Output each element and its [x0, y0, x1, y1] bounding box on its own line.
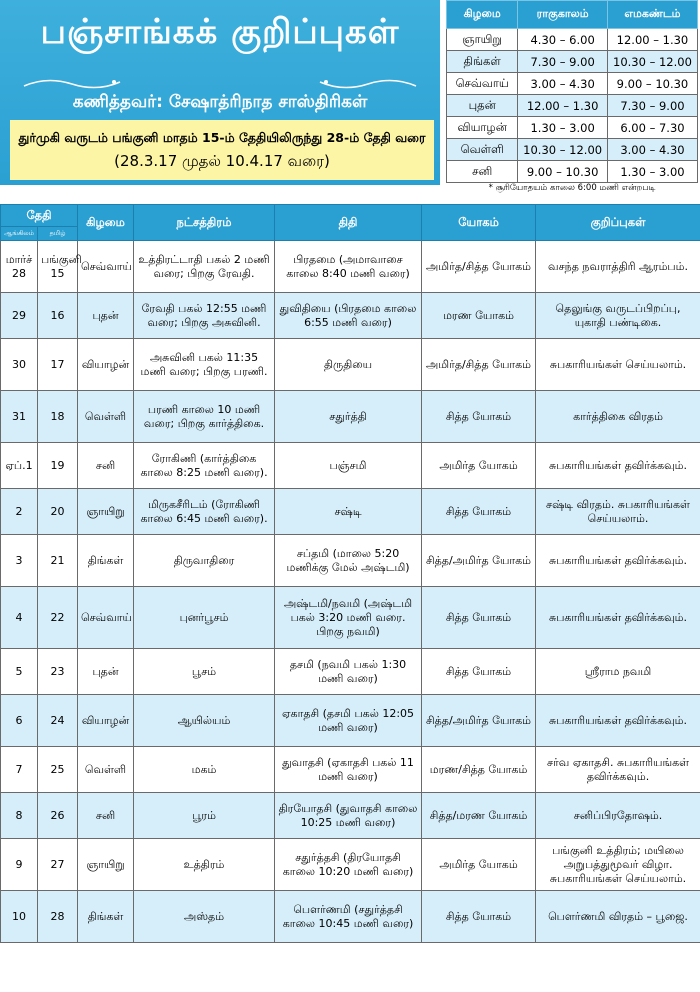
notes-cell: ஸ்ரீராம நவமி	[536, 649, 700, 695]
date-english-cell: மார்ச் 28	[1, 241, 38, 293]
star-cell: புனர்பூசம்	[134, 587, 275, 649]
header-yogam: யோகம்	[422, 205, 536, 241]
table-row	[1, 891, 700, 943]
date-english-cell: 10	[1, 891, 38, 943]
yogam-cell: சித்த யோகம்	[422, 587, 536, 649]
tithi-cell: பிரதமை (அமாவாசை காலை 8:40 மணி வரை)	[275, 241, 422, 293]
tithi-cell: பஞ்சமி	[275, 443, 422, 489]
star-cell: பரணி காலை 10 மணி வரை; பிறகு கார்த்திகை.	[134, 391, 275, 443]
day-cell: வெள்ளி	[78, 391, 134, 443]
yogam-cell: சித்த/அமிர்த யோகம்	[422, 695, 536, 747]
star-cell: மகம்	[134, 747, 275, 793]
day-cell: செவ்வாய்	[78, 241, 134, 293]
panchangam-table	[0, 204, 700, 943]
rahu-day-cell: ஞாயிறு	[447, 29, 518, 51]
yogam-cell: சித்த யோகம்	[422, 391, 536, 443]
day-cell: ஞாயிறு	[78, 489, 134, 535]
rahu-row	[447, 161, 698, 183]
table-row	[1, 793, 700, 839]
day-cell: சனி	[78, 443, 134, 489]
date-tamil-cell: 19	[38, 443, 78, 489]
tithi-cell: சப்தமி (மாலை 5:20 மணிக்கு மேல் அஷ்டமி)	[275, 535, 422, 587]
rahu-kalam-cell: 9.00 – 10.30	[518, 161, 608, 183]
date-tamil-cell: 22	[38, 587, 78, 649]
day-cell: திங்கள்	[78, 891, 134, 943]
page-title: பஞ்சாங்கக் குறிப்புகள்	[40, 12, 400, 52]
table-row	[1, 839, 700, 891]
star-cell: உத்திரட்டாதி பகல் 2 மணி வரை; பிறகு ரேவதி.	[134, 241, 275, 293]
tithi-cell: தசமி (நவமி பகல் 1:30 மணி வரை)	[275, 649, 422, 695]
star-cell: அஸ்தம்	[134, 891, 275, 943]
header-banner	[0, 0, 440, 185]
star-cell: ஆயில்யம்	[134, 695, 275, 747]
table-row	[1, 587, 700, 649]
day-cell: வெள்ளி	[78, 747, 134, 793]
notes-cell: சுபகாரியங்கள் தவிர்க்கவும்.	[536, 443, 700, 489]
rahu-row	[447, 95, 698, 117]
date-tamil-cell: 18	[38, 391, 78, 443]
table-row	[1, 241, 700, 293]
header-day: கிழமை	[78, 205, 134, 241]
notes-cell: வசந்த நவராத்திரி ஆரம்பம்.	[536, 241, 700, 293]
date-english-cell: 31	[1, 391, 38, 443]
rahu-kalam-cell: 12.00 – 1.30	[518, 95, 608, 117]
notes-cell: சுபகாரியங்கள் செய்யலாம்.	[536, 339, 700, 391]
rahu-day-cell: வியாழன்	[447, 117, 518, 139]
yogam-cell: அமிர்த/சித்த யோகம்	[422, 339, 536, 391]
date-tamil-cell: பங்குனி 15	[38, 241, 78, 293]
header-date: தேதி	[1, 205, 78, 227]
date-english-cell: 3	[1, 535, 38, 587]
rahu-day-cell: சனி	[447, 161, 518, 183]
date-english-cell: 5	[1, 649, 38, 695]
tithi-cell: அஷ்டமி/நவமி (அஷ்டமி பகல் 3:20 மணி வரை. பிறகு நவமி)	[275, 587, 422, 649]
table-row	[1, 339, 700, 391]
date-range: (28.3.17 முதல் 10.4.17 வரை)	[114, 152, 330, 170]
notes-cell: சர்வ ஏகாதசி. சுபகாரியங்கள் தவிர்க்கவும்.	[536, 747, 700, 793]
period-box	[10, 120, 434, 180]
ema-kandam-cell: 6.00 – 7.30	[607, 117, 697, 139]
rahu-header-day: கிழமை	[447, 1, 518, 29]
rahu-kalam-cell: 10.30 – 12.00	[518, 139, 608, 161]
yogam-cell: சித்த யோகம்	[422, 489, 536, 535]
ema-kandam-cell: 9.00 – 10.30	[607, 73, 697, 95]
star-cell: ரோகிணி (கார்த்திகை காலை 8:25 மணி வரை).	[134, 443, 275, 489]
star-cell: பூரம்	[134, 793, 275, 839]
star-cell: ரேவதி பகல் 12:55 மணி வரை; பிறகு அசுவினி.	[134, 293, 275, 339]
notes-cell: சுபகாரியங்கள் தவிர்க்கவும்.	[536, 535, 700, 587]
date-tamil-cell: 27	[38, 839, 78, 891]
notes-cell: சுபகாரியங்கள் தவிர்க்கவும்.	[536, 695, 700, 747]
rahu-day-cell: திங்கள்	[447, 51, 518, 73]
star-cell: திருவாதிரை	[134, 535, 275, 587]
date-english-cell: 29	[1, 293, 38, 339]
table-header-row	[1, 205, 700, 227]
date-tamil-cell: 23	[38, 649, 78, 695]
rahu-kalam-cell: 1.30 – 3.00	[518, 117, 608, 139]
rahu-row	[447, 73, 698, 95]
notes-cell: தெலுங்கு வருடப்பிறப்பு, யுகாதி பண்டிகை.	[536, 293, 700, 339]
rahu-row	[447, 139, 698, 161]
tithi-cell: திரயோதசி (துவாதசி காலை 10:25 மணி வரை)	[275, 793, 422, 839]
day-cell: புதன்	[78, 649, 134, 695]
day-cell: ஞாயிறு	[78, 839, 134, 891]
header-tithi: திதி	[275, 205, 422, 241]
day-cell: வியாழன்	[78, 339, 134, 391]
yogam-cell: அமிர்த/சித்த யோகம்	[422, 241, 536, 293]
date-english-cell: 6	[1, 695, 38, 747]
table-row	[1, 293, 700, 339]
rahu-header-row	[447, 1, 698, 29]
notes-cell: சஷ்டி விரதம். சுபகாரியங்கள் செய்யலாம்.	[536, 489, 700, 535]
table-row	[1, 391, 700, 443]
header-notes: குறிப்புகள்	[536, 205, 700, 241]
star-cell: மிருகசீரிடம் (ரோகிணி காலை 6:45 மணி வரை).	[134, 489, 275, 535]
date-tamil-cell: 21	[38, 535, 78, 587]
rahu-day-cell: செவ்வாய்	[447, 73, 518, 95]
table-row	[1, 747, 700, 793]
rahu-day-cell: வெள்ளி	[447, 139, 518, 161]
date-english-cell: ஏப்.1	[1, 443, 38, 489]
notes-cell: பங்குனி உத்திரம்; மயிலை அறுபத்துமூவர் விழா. சுபகாரியங்கள் செய்யலாம்.	[536, 839, 700, 891]
ema-kandam-cell: 7.30 – 9.00	[607, 95, 697, 117]
table-row	[1, 489, 700, 535]
star-cell: உத்திரம்	[134, 839, 275, 891]
table-row	[1, 443, 700, 489]
notes-cell: கார்த்திகை விரதம்	[536, 391, 700, 443]
rahu-header-ema: எமகண்டம்	[607, 1, 697, 29]
tithi-cell: சஷ்டி	[275, 489, 422, 535]
day-cell: திங்கள்	[78, 535, 134, 587]
notes-cell: சனிப்பிரதோஷம்.	[536, 793, 700, 839]
rahu-row	[447, 51, 698, 73]
ema-kandam-cell: 3.00 – 4.30	[607, 139, 697, 161]
date-tamil-cell: 20	[38, 489, 78, 535]
period-line: துர்முகி வருடம் பங்குனி மாதம் 15-ம் தேதியிலிருந்து 28-ம் தேதி வரை	[18, 130, 426, 145]
yogam-cell: சித்த யோகம்	[422, 649, 536, 695]
rahu-day-cell: புதன்	[447, 95, 518, 117]
rahu-kalam-cell: 4.30 – 6.00	[518, 29, 608, 51]
date-tamil-cell: 16	[38, 293, 78, 339]
date-english-cell: 2	[1, 489, 38, 535]
rahu-header-rahu: ராகுகாலம்	[518, 1, 608, 29]
yogam-cell: அமிர்த யோகம்	[422, 839, 536, 891]
author-line: கணித்தவர்: சேஷாத்ரிநாத சாஸ்திரிகள்	[72, 92, 368, 112]
header-date-english: ஆங்கிலம்	[1, 227, 38, 241]
tithi-cell: துவாதசி (ஏகாதசி பகல் 11 மணி வரை)	[275, 747, 422, 793]
table-row	[1, 649, 700, 695]
yogam-cell: சித்த/அமிர்த யோகம்	[422, 535, 536, 587]
date-english-cell: 7	[1, 747, 38, 793]
date-english-cell: 8	[1, 793, 38, 839]
yogam-cell: சித்த/மரண யோகம்	[422, 793, 536, 839]
rahu-kalam-table	[446, 0, 698, 183]
date-tamil-cell: 25	[38, 747, 78, 793]
date-tamil-cell: 26	[38, 793, 78, 839]
ema-kandam-cell: 10.30 – 12.00	[607, 51, 697, 73]
date-tamil-cell: 17	[38, 339, 78, 391]
ema-kandam-cell: 12.00 – 1.30	[607, 29, 697, 51]
date-tamil-cell: 28	[38, 891, 78, 943]
yogam-cell: மரண/சித்த யோகம்	[422, 747, 536, 793]
notes-cell: சுபகாரியங்கள் தவிர்க்கவும்.	[536, 587, 700, 649]
tithi-cell: சதுர்த்தசி (திரயோதசி காலை 10:20 மணி வரை)	[275, 839, 422, 891]
rahu-kalam-cell: 3.00 – 4.30	[518, 73, 608, 95]
date-tamil-cell: 24	[38, 695, 78, 747]
rahu-row	[447, 117, 698, 139]
tithi-cell: சதுர்த்தி	[275, 391, 422, 443]
date-english-cell: 9	[1, 839, 38, 891]
rahu-kalam-cell: 7.30 – 9.00	[518, 51, 608, 73]
tithi-cell: திருதியை	[275, 339, 422, 391]
day-cell: வியாழன்	[78, 695, 134, 747]
yogam-cell: அமிர்த யோகம்	[422, 443, 536, 489]
day-cell: செவ்வாய்	[78, 587, 134, 649]
sunrise-note: * சூரியோதயம் காலை 6:00 மணி என்றபடி	[488, 183, 656, 193]
day-cell: புதன்	[78, 293, 134, 339]
table-row	[1, 695, 700, 747]
tithi-cell: பௌர்ணமி (சதுர்த்தசி காலை 10:45 மணி வரை)	[275, 891, 422, 943]
tithi-cell: ஏகாதசி (தசமி பகல் 12:05 மணி வரை)	[275, 695, 422, 747]
yogam-cell: மரண யோகம்	[422, 293, 536, 339]
tithi-cell: துவிதியை (பிரதமை காலை 6:55 மணி வரை)	[275, 293, 422, 339]
star-cell: அசுவினி பகல் 11:35 மணி வரை; பிறகு பரணி.	[134, 339, 275, 391]
table-row	[1, 535, 700, 587]
date-english-cell: 4	[1, 587, 38, 649]
header-star: நட்சத்திரம்	[134, 205, 275, 241]
date-english-cell: 30	[1, 339, 38, 391]
rahu-row	[447, 29, 698, 51]
day-cell: சனி	[78, 793, 134, 839]
notes-cell: பௌர்ணமி விரதம் – பூஜை.	[536, 891, 700, 943]
header-date-tamil: தமிழ்	[38, 227, 78, 241]
yogam-cell: சித்த யோகம்	[422, 891, 536, 943]
ema-kandam-cell: 1.30 – 3.00	[607, 161, 697, 183]
star-cell: பூசம்	[134, 649, 275, 695]
